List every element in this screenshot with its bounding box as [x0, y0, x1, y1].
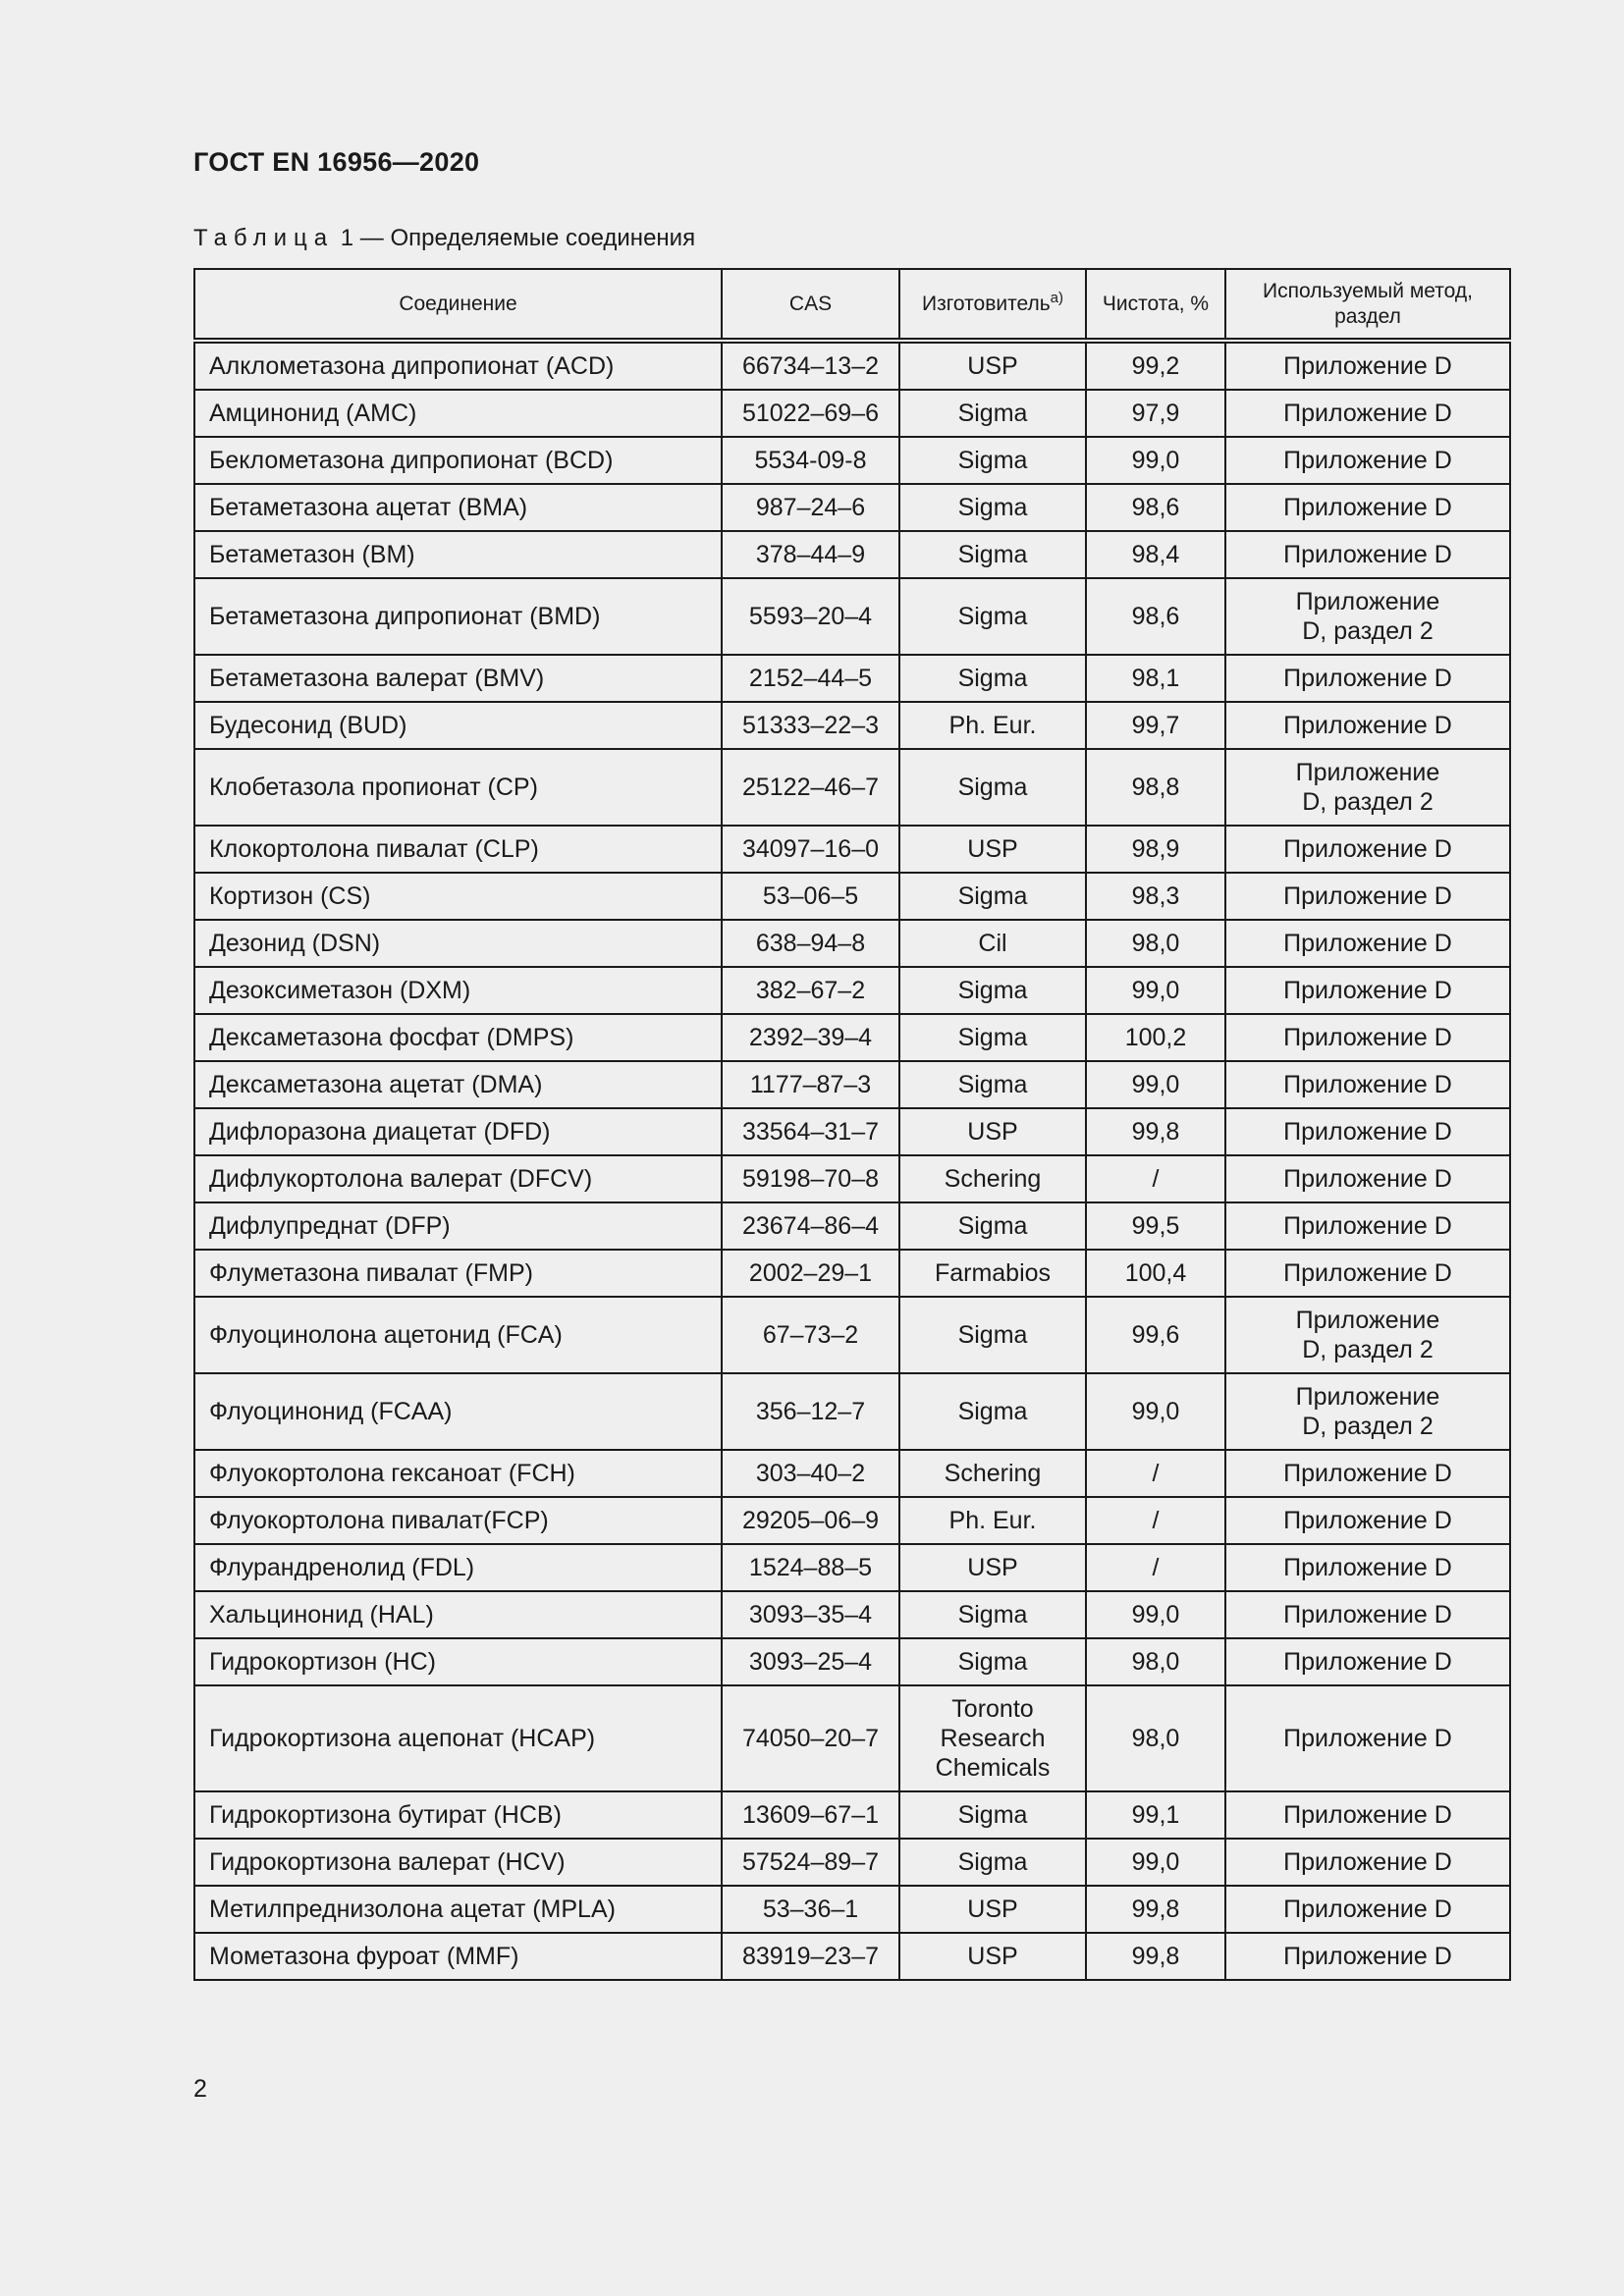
page-number: 2: [193, 2075, 207, 2103]
cell-cas: 53–06–5: [722, 873, 899, 920]
table-row: [194, 1155, 1510, 1202]
table-row: [194, 1933, 1510, 1980]
table-body: [194, 341, 1510, 1980]
cell-manufacturer: Cil: [899, 920, 1086, 967]
cell-compound: Метилпреднизолона ацетат (MPLA): [194, 1886, 722, 1933]
cell-compound: Флуоцинонид (FCAA): [194, 1373, 722, 1450]
cell-purity: 98,0: [1086, 1685, 1225, 1791]
cell-purity: 98,8: [1086, 749, 1225, 826]
cell-compound: Гидрокортизона бутират (HCB): [194, 1791, 722, 1839]
cell-manufacturer: USP: [899, 1886, 1086, 1933]
cell-purity: 99,6: [1086, 1297, 1225, 1373]
table-row: [194, 578, 1510, 655]
cell-compound: Бетаметазона ацетат (BMA): [194, 484, 722, 531]
cell-cas: 29205–06–9: [722, 1497, 899, 1544]
cell-manufacturer: Sigma: [899, 437, 1086, 484]
cell-method: Приложение D: [1225, 1791, 1510, 1839]
header-cas: CAS: [722, 269, 899, 341]
header-method: Используемый метод, раздел: [1225, 269, 1510, 341]
header-compound: Соединение: [194, 269, 722, 341]
cell-manufacturer: Toronto Research Chemicals: [899, 1685, 1086, 1791]
cell-purity: 97,9: [1086, 390, 1225, 437]
cell-purity: 98,3: [1086, 873, 1225, 920]
table-row: [194, 1591, 1510, 1638]
table-row: [194, 749, 1510, 826]
table-row: [194, 826, 1510, 873]
cell-purity: 99,0: [1086, 1839, 1225, 1886]
cell-manufacturer: USP: [899, 1108, 1086, 1155]
cell-purity: 98,1: [1086, 655, 1225, 702]
cell-compound: Дексаметазона ацетат (DMA): [194, 1061, 722, 1108]
cell-compound: Гидрокортизона валерат (HCV): [194, 1839, 722, 1886]
header-manufacturer: [899, 269, 1086, 341]
cell-cas: 5593–20–4: [722, 578, 899, 655]
cell-cas: 13609–67–1: [722, 1791, 899, 1839]
cell-purity: 99,7: [1086, 702, 1225, 749]
cell-method: Приложение D: [1225, 1250, 1510, 1297]
cell-compound: Дексаметазона фосфат (DMPS): [194, 1014, 722, 1061]
cell-purity: 99,5: [1086, 1202, 1225, 1250]
cell-purity: /: [1086, 1450, 1225, 1497]
cell-method: Приложение D: [1225, 390, 1510, 437]
cell-cas: 5534-09-8: [722, 437, 899, 484]
cell-purity: /: [1086, 1497, 1225, 1544]
cell-method: Приложение D: [1225, 1886, 1510, 1933]
cell-cas: 57524–89–7: [722, 1839, 899, 1886]
cell-purity: /: [1086, 1155, 1225, 1202]
cell-cas: 51022–69–6: [722, 390, 899, 437]
cell-compound: Кортизон (CS): [194, 873, 722, 920]
table-row: [194, 1108, 1510, 1155]
cell-compound: Бетаметазон (BM): [194, 531, 722, 578]
cell-purity: 98,4: [1086, 531, 1225, 578]
cell-purity: 99,2: [1086, 341, 1225, 390]
table-row: [194, 1638, 1510, 1685]
cell-compound: Беклометазона дипропионат (BCD): [194, 437, 722, 484]
cell-cas: 66734–13–2: [722, 341, 899, 390]
cell-cas: 83919–23–7: [722, 1933, 899, 1980]
table-row: [194, 1061, 1510, 1108]
cell-manufacturer: Sigma: [899, 873, 1086, 920]
cell-purity: 100,4: [1086, 1250, 1225, 1297]
cell-purity: 98,6: [1086, 578, 1225, 655]
cell-compound: Алклометазона дипропионат (ACD): [194, 341, 722, 390]
table-row: [194, 1544, 1510, 1591]
cell-compound: Бетаметазона дипропионат (BMD): [194, 578, 722, 655]
cell-manufacturer: Sigma: [899, 578, 1086, 655]
cell-cas: 378–44–9: [722, 531, 899, 578]
cell-method: Приложение D: [1225, 1450, 1510, 1497]
cell-compound: Гидрокортизона ацепонат (HCAP): [194, 1685, 722, 1791]
table-row: [194, 341, 1510, 390]
table-row: [194, 1497, 1510, 1544]
table-caption-title: 1 — Определяемые соединения: [334, 225, 696, 251]
cell-cas: 74050–20–7: [722, 1685, 899, 1791]
table-row: [194, 873, 1510, 920]
cell-compound: Гидрокортизон (HC): [194, 1638, 722, 1685]
header-purity: Чистота, %: [1086, 269, 1225, 341]
cell-method: Приложение D, раздел 2: [1225, 1297, 1510, 1373]
table-caption: [193, 225, 695, 252]
cell-manufacturer: USP: [899, 341, 1086, 390]
cell-compound: Флурандренолид (FDL): [194, 1544, 722, 1591]
cell-cas: 1177–87–3: [722, 1061, 899, 1108]
cell-manufacturer: Sigma: [899, 1014, 1086, 1061]
cell-cas: 987–24–6: [722, 484, 899, 531]
cell-manufacturer: Sigma: [899, 1591, 1086, 1638]
cell-method: Приложение D: [1225, 967, 1510, 1014]
cell-purity: 99,0: [1086, 1591, 1225, 1638]
cell-purity: 99,0: [1086, 1061, 1225, 1108]
cell-method: Приложение D: [1225, 1108, 1510, 1155]
cell-method: Приложение D, раздел 2: [1225, 578, 1510, 655]
cell-manufacturer: USP: [899, 826, 1086, 873]
table-row: [194, 1685, 1510, 1791]
table-row: [194, 1791, 1510, 1839]
cell-manufacturer: Farmabios: [899, 1250, 1086, 1297]
cell-method: Приложение D: [1225, 341, 1510, 390]
table-row: [194, 967, 1510, 1014]
cell-compound: Хальцинонид (HAL): [194, 1591, 722, 1638]
cell-cas: 59198–70–8: [722, 1155, 899, 1202]
cell-method: Приложение D: [1225, 531, 1510, 578]
cell-method: Приложение D: [1225, 1839, 1510, 1886]
cell-cas: 2002–29–1: [722, 1250, 899, 1297]
cell-manufacturer: Ph. Eur.: [899, 1497, 1086, 1544]
cell-manufacturer: Sigma: [899, 655, 1086, 702]
cell-compound: Бетаметазона валерат (BMV): [194, 655, 722, 702]
cell-purity: 98,0: [1086, 1638, 1225, 1685]
cell-cas: 34097–16–0: [722, 826, 899, 873]
cell-method: Приложение D, раздел 2: [1225, 1373, 1510, 1450]
cell-compound: Флуокортолона гексаноат (FCH): [194, 1450, 722, 1497]
cell-compound: Дифлукортолона валерат (DFCV): [194, 1155, 722, 1202]
table-row: [194, 920, 1510, 967]
cell-cas: 2152–44–5: [722, 655, 899, 702]
cell-manufacturer: Schering: [899, 1450, 1086, 1497]
table-row: [194, 437, 1510, 484]
cell-compound: Клокортолона пивалат (CLP): [194, 826, 722, 873]
cell-compound: Флуокортолона пивалат(FCP): [194, 1497, 722, 1544]
cell-cas: 356–12–7: [722, 1373, 899, 1450]
cell-purity: 99,1: [1086, 1791, 1225, 1839]
cell-purity: 99,8: [1086, 1886, 1225, 1933]
cell-cas: 382–67–2: [722, 967, 899, 1014]
table-row: [194, 1450, 1510, 1497]
cell-manufacturer: Schering: [899, 1155, 1086, 1202]
cell-purity: 98,6: [1086, 484, 1225, 531]
table-row: [194, 1250, 1510, 1297]
cell-cas: 67–73–2: [722, 1297, 899, 1373]
cell-compound: Будесонид (BUD): [194, 702, 722, 749]
cell-method: Приложение D: [1225, 655, 1510, 702]
cell-cas: 3093–35–4: [722, 1591, 899, 1638]
cell-manufacturer: Sigma: [899, 1638, 1086, 1685]
cell-purity: 99,0: [1086, 1373, 1225, 1450]
cell-purity: 99,0: [1086, 437, 1225, 484]
table-caption-prefix: Таблица: [193, 225, 335, 251]
cell-cas: 2392–39–4: [722, 1014, 899, 1061]
cell-method: Приложение D: [1225, 1638, 1510, 1685]
cell-cas: 25122–46–7: [722, 749, 899, 826]
cell-compound: Флуоцинолона ацетонид (FCA): [194, 1297, 722, 1373]
table-row: [194, 1202, 1510, 1250]
table-row: [194, 531, 1510, 578]
cell-method: Приложение D: [1225, 1591, 1510, 1638]
table-row: [194, 655, 1510, 702]
cell-cas: 33564–31–7: [722, 1108, 899, 1155]
cell-method: Приложение D: [1225, 1933, 1510, 1980]
cell-manufacturer: Sigma: [899, 1202, 1086, 1250]
cell-compound: Флуметазона пивалат (FMP): [194, 1250, 722, 1297]
cell-manufacturer: Sigma: [899, 531, 1086, 578]
cell-compound: Мометазона фуроат (MMF): [194, 1933, 722, 1980]
table-row: [194, 390, 1510, 437]
cell-purity: 99,8: [1086, 1933, 1225, 1980]
cell-manufacturer: Ph. Eur.: [899, 702, 1086, 749]
cell-method: Приложение D: [1225, 1014, 1510, 1061]
cell-method: Приложение D, раздел 2: [1225, 749, 1510, 826]
cell-compound: Дифлоразона диацетат (DFD): [194, 1108, 722, 1155]
cell-manufacturer: Sigma: [899, 1791, 1086, 1839]
cell-compound: Дезоксиметазон (DXM): [194, 967, 722, 1014]
cell-manufacturer: Sigma: [899, 1061, 1086, 1108]
cell-compound: Клобетазола пропионат (CP): [194, 749, 722, 826]
cell-purity: 99,0: [1086, 967, 1225, 1014]
cell-cas: 3093–25–4: [722, 1638, 899, 1685]
cell-method: Приложение D: [1225, 920, 1510, 967]
cell-method: Приложение D: [1225, 873, 1510, 920]
cell-method: Приложение D: [1225, 484, 1510, 531]
cell-purity: /: [1086, 1544, 1225, 1591]
compounds-table: [193, 268, 1511, 1981]
document-header: ГОСТ EN 16956—2020: [193, 147, 480, 177]
cell-method: Приложение D: [1225, 1155, 1510, 1202]
cell-method: Приложение D: [1225, 1497, 1510, 1544]
cell-manufacturer: Sigma: [899, 1297, 1086, 1373]
table-row: [194, 1014, 1510, 1061]
footnote-marker: а): [1050, 289, 1063, 306]
cell-cas: 1524–88–5: [722, 1544, 899, 1591]
cell-method: Приложение D: [1225, 437, 1510, 484]
cell-cas: 23674–86–4: [722, 1202, 899, 1250]
table-row: [194, 702, 1510, 749]
cell-manufacturer: Sigma: [899, 1839, 1086, 1886]
cell-method: Приложение D: [1225, 1061, 1510, 1108]
cell-purity: 100,2: [1086, 1014, 1225, 1061]
cell-manufacturer: Sigma: [899, 749, 1086, 826]
cell-cas: 303–40–2: [722, 1450, 899, 1497]
cell-manufacturer: Sigma: [899, 967, 1086, 1014]
cell-compound: Дифлупреднат (DFP): [194, 1202, 722, 1250]
header-manufacturer-label: Изготовитель: [922, 292, 1051, 315]
cell-purity: 99,8: [1086, 1108, 1225, 1155]
cell-compound: Дезонид (DSN): [194, 920, 722, 967]
cell-manufacturer: Sigma: [899, 484, 1086, 531]
cell-method: Приложение D: [1225, 1202, 1510, 1250]
table-header-row: [194, 269, 1510, 341]
cell-purity: 98,9: [1086, 826, 1225, 873]
cell-cas: 638–94–8: [722, 920, 899, 967]
table-row: [194, 1839, 1510, 1886]
cell-cas: 51333–22–3: [722, 702, 899, 749]
cell-manufacturer: USP: [899, 1544, 1086, 1591]
cell-compound: Амцинонид (AMC): [194, 390, 722, 437]
table-row: [194, 1373, 1510, 1450]
table-row: [194, 484, 1510, 531]
cell-cas: 53–36–1: [722, 1886, 899, 1933]
table-row: [194, 1297, 1510, 1373]
cell-manufacturer: Sigma: [899, 390, 1086, 437]
cell-manufacturer: USP: [899, 1933, 1086, 1980]
cell-method: Приложение D: [1225, 826, 1510, 873]
cell-purity: 98,0: [1086, 920, 1225, 967]
cell-method: Приложение D: [1225, 1685, 1510, 1791]
cell-method: Приложение D: [1225, 1544, 1510, 1591]
table-row: [194, 1886, 1510, 1933]
cell-method: Приложение D: [1225, 702, 1510, 749]
cell-manufacturer: Sigma: [899, 1373, 1086, 1450]
